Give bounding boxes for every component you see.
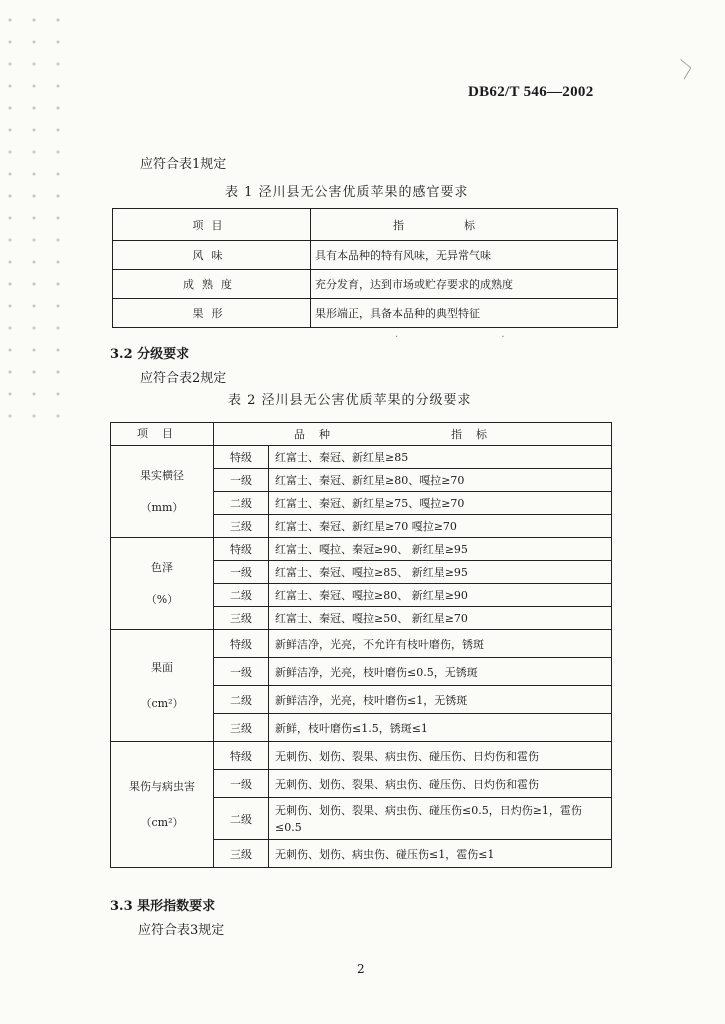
grade-cell: 一级 (214, 658, 269, 686)
table1-item: 果形 (113, 299, 311, 328)
grade-cell: 三级 (214, 840, 269, 868)
grade-cell: 三级 (214, 607, 269, 630)
grade-cell: 特级 (214, 446, 269, 469)
req-cell: 红富士、秦冠、嘎拉≥85、 新红星≥95 (269, 561, 612, 584)
table1-header-index: 指标 (311, 209, 618, 241)
grade-cell: 二级 (214, 584, 269, 607)
group-item: 色泽 (151, 560, 173, 574)
grade-cell: 特级 (214, 630, 269, 658)
req-cell: 新鲜，枝叶磨伤≤1.5，锈斑≤1 (269, 714, 612, 742)
grade-cell: 三级 (214, 515, 269, 538)
section-3-2-line: 应符合表2规定 (140, 371, 227, 386)
table2-header-variety: 品种 (294, 428, 344, 441)
scan-noise (0, 0, 70, 420)
grade-cell: 三级 (214, 714, 269, 742)
table1-value: 果形端正，具备本品种的典型特征 (311, 299, 618, 328)
table1-item: 成熟度 (113, 270, 311, 299)
req-cell: 无刺伤、划伤、裂果、病虫伤、碰压伤、日灼伤和雹伤 (269, 742, 612, 770)
page-number: 2 (357, 962, 365, 976)
table2-group-diameter (111, 446, 214, 538)
section-3-2-heading: 3.2 分级要求 (110, 347, 190, 362)
section-3-3-line: 应符合表3规定 (138, 923, 225, 938)
req-cell: 无刺伤、划伤、裂果、病虫伤、碰压伤、日灼伤和雹伤 (269, 770, 612, 798)
grade-cell: 二级 (214, 492, 269, 515)
grade-cell: 特级 (214, 742, 269, 770)
group-item: 果伤与病虫害 (129, 779, 195, 793)
req-cell: 新鲜洁净，光亮，枝叶磨伤≤1，无锈斑 (269, 686, 612, 714)
table2-header-index: 指标 (451, 428, 501, 441)
table1-caption: 表 1 泾川县无公害优质苹果的感官要求 (225, 185, 469, 200)
table1-sensory-requirements (112, 208, 618, 328)
table2-caption: 表 2 泾川县无公害优质苹果的分级要求 (228, 393, 472, 408)
group-unit: （cm²） (140, 696, 184, 710)
scan-dots: · · (395, 332, 555, 343)
req-cell: 红富士、秦冠、新红星≥85 (269, 446, 612, 469)
group-item: 果实横径 (140, 468, 184, 482)
req-cell: 新鲜洁净，光亮，枝叶磨伤≤0.5，无锈斑 (269, 658, 612, 686)
grade-cell: 二级 (214, 686, 269, 714)
grade-cell: 一级 (214, 469, 269, 492)
table2-grade-requirements (110, 422, 612, 868)
intro-line: 应符合表1规定 (140, 157, 227, 172)
req-cell: 红富士、秦冠、嘎拉≥80、 新红星≥90 (269, 584, 612, 607)
grade-cell: 一级 (214, 770, 269, 798)
table2-header-item: 项目 (111, 423, 214, 446)
table2-group-injury-pest (111, 742, 214, 868)
group-unit: （mm） (140, 500, 184, 514)
grade-cell: 特级 (214, 538, 269, 561)
grade-cell: 一级 (214, 561, 269, 584)
req-cell: 新鲜洁净，光亮，不允许有枝叶磨伤，锈斑 (269, 630, 612, 658)
table1-value: 具有本品种的特有风味，无异常气味 (311, 241, 618, 270)
document-code: DB62/T 546—2002 (468, 84, 594, 100)
table2-header-variety-index (214, 423, 612, 446)
table2-group-color (111, 538, 214, 630)
group-unit: （%） (145, 592, 179, 606)
req-cell: 无刺伤、划伤、裂果、病虫伤、碰压伤≤0.5，日灼伤≥1，雹伤≤0.5 (269, 798, 612, 840)
grade-cell: 二级 (214, 798, 269, 840)
handwritten-mark: 〉 (679, 55, 706, 84)
table2-group-surface (111, 630, 214, 742)
req-cell: 红富士、秦冠、新红星≥70 嘎拉≥70 (269, 515, 612, 538)
group-unit: （cm²） (140, 815, 184, 829)
group-item: 果面 (151, 660, 173, 674)
req-cell: 无刺伤、划伤、病虫伤、碰压伤≤1，雹伤≤1 (269, 840, 612, 868)
table1-header-item: 项目 (113, 209, 311, 241)
table1-value: 充分发育，达到市场或贮存要求的成熟度 (311, 270, 618, 299)
section-3-3-heading: 3.3 果形指数要求 (110, 899, 216, 914)
table1-item: 风味 (113, 241, 311, 270)
req-cell: 红富士、秦冠、新红星≥75、嘎拉≥70 (269, 492, 612, 515)
req-cell: 红富士、秦冠、新红星≥80、嘎拉≥70 (269, 469, 612, 492)
req-cell: 红富士、嘎拉、秦冠≥90、 新红星≥95 (269, 538, 612, 561)
req-cell: 红富士、秦冠、嘎拉≥50、 新红星≥70 (269, 607, 612, 630)
